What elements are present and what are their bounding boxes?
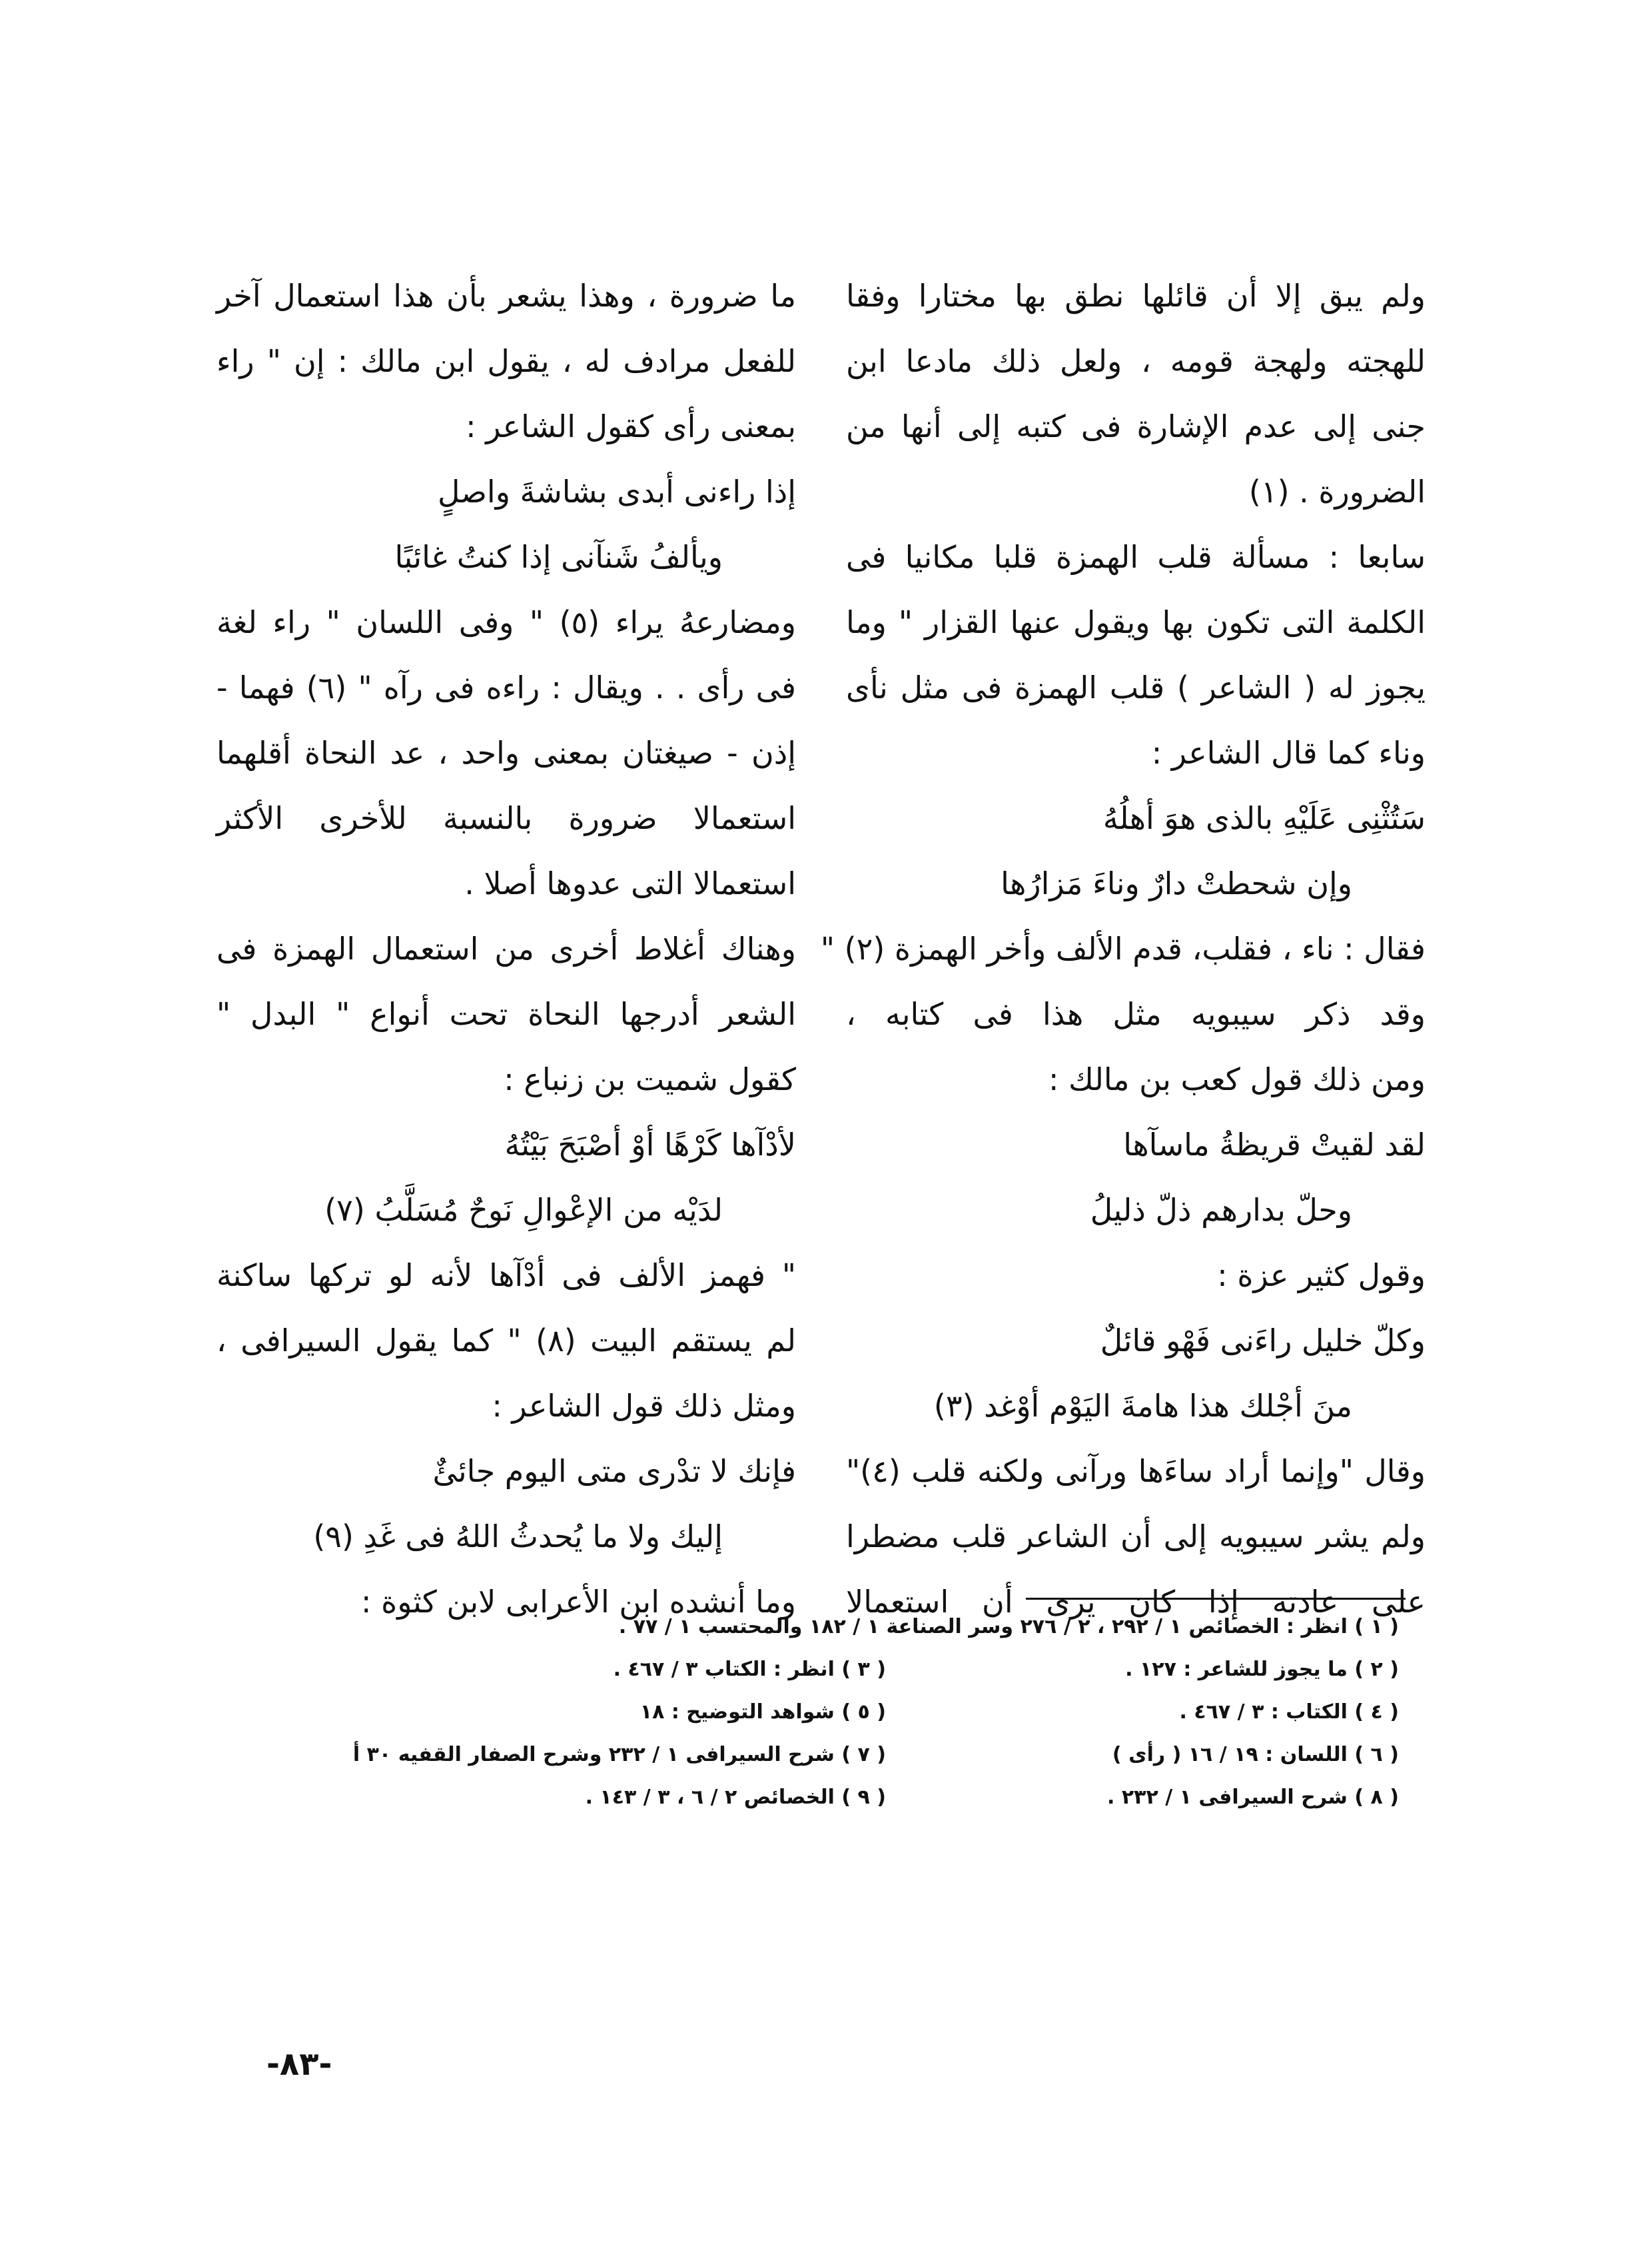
text-line: الضرورة . (١)	[1248, 474, 1426, 510]
footnote: ( ٦ ) اللسان : ١٩ / ١٦ ( رأى )	[1112, 1743, 1399, 1766]
footnote: ( ١ ) انظر : الخصائص ١ / ٢٩٢ ، ٢ / ٢٧٦ وسر الصناعة ١ / ١٨٢ والمحتسب ١ / ٧٧ .	[618, 1615, 1399, 1638]
footnote-row	[373, 1691, 1399, 1734]
text-line: كقول شميت بن زنباع :	[504, 1061, 796, 1097]
verse-line: وكلّ خليل راءَنى فَهْو قائلٌ	[1100, 1323, 1426, 1359]
text-line: ومن ذلك قول كعب بن مالك :	[1048, 1061, 1426, 1097]
text-line: ولم يشر سيبويه إلى أن الشاعر قلب مضطرا	[846, 1518, 1426, 1554]
text-line: للهجته ولهجة قومه ، ولعل ذلك مادعا ابن	[846, 343, 1426, 379]
footnote: ( ٨ ) شرح السيرافى ١ / ٢٣٢ .	[1107, 1786, 1399, 1809]
page-number: -٨٣-	[266, 2045, 332, 2083]
text-line: وقد ذكر سيبويه مثل هذا فى كتابه ،	[846, 996, 1426, 1032]
verse-line: لدَيْه من الإعْوالِ نَوحٌ مُسَلَّبُ (٧)	[324, 1192, 723, 1228]
verse-line: منَ أجْلك هذا هامةَ اليَوْم أوْغد (٣)	[933, 1388, 1352, 1424]
text-line: بمعنى رأى كقول الشاعر :	[466, 408, 796, 444]
text-line: فى رأى . . ويقال : راءه فى رآه " (٦) فهما -	[216, 670, 796, 706]
text-line: استعمالا ضرورة بالنسبة للأخرى الأكثر	[216, 800, 796, 836]
text-line: وما أنشده ابن الأعرابى لابن كثوة :	[360, 1584, 796, 1620]
text-line: إذن - صيغتان بمعنى واحد ، عد النحاة أقلهما	[216, 735, 796, 771]
text-line: لم يستقم البيت (٨) " كما يقول السيرافى ،	[216, 1323, 796, 1359]
text-line: وهناك أغلاط أخرى من استعمال الهمزة فى	[216, 931, 796, 967]
text-line: يجوز له ( الشاعر ) قلب الهمزة فى مثل نأى	[846, 670, 1426, 706]
text-line: الكلمة التى تكون بها ويقول عنها القزار " وما	[846, 604, 1426, 640]
verse-line: لقد لقيتْ قريظةُ ماسآها	[1123, 1127, 1426, 1163]
text-line: وقال "وإنما أراد ساءَها ورآنى ولكنه قلب (٤)"	[846, 1453, 1426, 1489]
text-line: وناء كما قال الشاعر :	[1151, 735, 1426, 771]
verse-line: ويألفُ شَنآنى إذا كنتُ غائبًا	[394, 539, 723, 575]
text-line: ولم يبق إلا أن قائلها نطق بها مختارا وفقا	[846, 278, 1426, 314]
footnote-row	[373, 1776, 1399, 1819]
verse-line: فإنك لا تدْرى متى اليوم جائئٌ	[432, 1453, 796, 1489]
footnote: ( ٧ ) شرح السيرافى ١ / ٢٣٢ وشرح الصفار القفيه ٣٠ أ	[352, 1743, 886, 1766]
footnote-separator	[1026, 1598, 1406, 1600]
footnote: ( ٣ ) انظر : الكتاب ٣ / ٤٦٧ .	[613, 1658, 886, 1681]
text-line: الشعر أدرجها النحاة تحت أنواع " البدل "	[216, 996, 796, 1032]
text-line: سابعا : مسألة قلب الهمزة قلبا مكانيا فى	[846, 539, 1426, 575]
text-line: " فهمز الألف فى أدْآها لأنه لو تركها ساكنة	[216, 1257, 796, 1293]
footnotes	[352, 1606, 1399, 1819]
text-line: وقول كثير عزة :	[1217, 1257, 1426, 1293]
verse-line: إذا راءنى أبدى بشاشةَ واصلٍ	[438, 474, 796, 510]
right-text-column	[820, 263, 1426, 1634]
footnote: ( ٩ ) الخصائص ٢ / ٦ ، ٣ / ١٤٣ .	[585, 1786, 886, 1809]
footnote: ( ٤ ) الكتاب : ٣ / ٤٦٧ .	[1179, 1700, 1399, 1724]
footnote: ( ٥ ) شواهد التوضيح : ١٨	[639, 1700, 886, 1724]
text-line: جنى إلى عدم الإشارة فى كتبه إلى أنها من	[846, 408, 1426, 444]
text-line: ومضارعهُ يراء (٥) " وفى اللسان " راء لغة	[216, 604, 796, 640]
text-line: ما ضرورة ، وهذا يشعر بأن هذا استعمال آخر	[216, 278, 796, 314]
verse-line: وحلّ بدارهم ذلّ ذليلُ	[1090, 1192, 1352, 1228]
verse-line: وإن شحطتْ دارٌ وناءَ مَزارُها	[1001, 865, 1352, 901]
verse-line: لأدْآها كَرْهًا أوْ أصْبَحَ بَيْتُهُ	[504, 1127, 796, 1163]
footnote: ( ٢ ) ما يجوز للشاعر : ١٢٧ .	[1125, 1658, 1399, 1681]
left-text-column	[216, 263, 796, 1634]
text-line: ومثل ذلك قول الشاعر :	[492, 1388, 796, 1424]
text-line: استعمالا التى عدوها أصلا .	[464, 865, 796, 901]
footnote-row	[352, 1734, 1399, 1776]
text-line: على عادته إذا كان يرى أن استعمالا	[846, 1584, 1426, 1620]
text-line: فقال : ناء ، فقلب، قدم الألف وأخر الهمزة (٢) "	[820, 931, 1426, 967]
footnote-row	[373, 1648, 1399, 1691]
text-line: للفعل مرادف له ، يقول ابن مالك : إن " راء	[216, 343, 796, 379]
verse-line: إليك ولا ما يُحدثُ اللهُ فى غَدِ (٩)	[313, 1518, 723, 1554]
verse-line: سَتُثْنِى عَلَيْهِ بالذى هوَ أهلُهُ	[1102, 800, 1426, 836]
